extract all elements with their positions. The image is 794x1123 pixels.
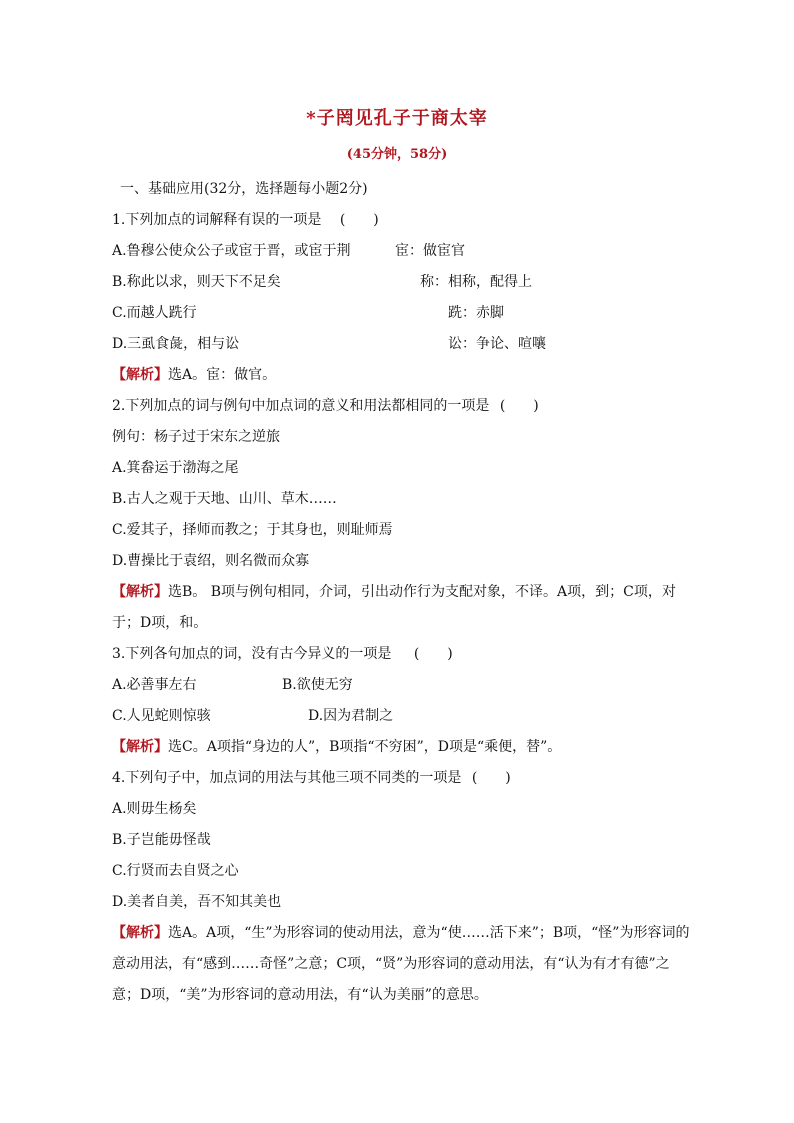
answer-text: 选A。A项，“生”为形容词的使动用法，意为“使……活下来”；B项，“怪”为形容词的意动用法，有“感到……奇怪”之意；C项，“贤”为形容词的意动用法，有“认为有才有德”之意；D项，“美”为形容词的意动用法，有“认为美丽”的意思。 bbox=[112, 925, 690, 1003]
question-4-option-a: A.则毋生杨矣 bbox=[112, 801, 197, 817]
option-text: C.人见蛇则惊骇 bbox=[112, 708, 211, 724]
page-title: *子罔见孔子于商太宰 bbox=[306, 108, 488, 129]
question-1-option-d bbox=[112, 329, 692, 360]
question-stem-text: 4.下列句子中，加点词的用法与其他三项不同类的一项是 bbox=[112, 770, 462, 786]
question-4-option-b: B.子岂能毋怪哉 bbox=[112, 832, 211, 848]
option-text: A.鲁穆公使众公子或宦于晋，或宦于荆 bbox=[112, 243, 351, 259]
option-text: B.欲使无穷 bbox=[282, 677, 353, 693]
question-2-option-a: A.箕畚运于渤海之尾 bbox=[112, 460, 239, 476]
document-body bbox=[112, 174, 692, 1011]
option-text: B.称此以求，则天下不足矣 bbox=[112, 274, 281, 290]
answer-paren: ( ) bbox=[413, 646, 453, 662]
section-heading: 一、基础应用(32分，选择题每小题2分) bbox=[120, 181, 368, 197]
question-stem-text: 3.下列各句加点的词，没有古今异义的一项是 bbox=[112, 646, 392, 662]
option-gloss: 宦：做宦官 bbox=[395, 243, 465, 259]
answer-paren: ( ) bbox=[471, 770, 511, 786]
answer-text: 选A。宦：做官。 bbox=[168, 367, 277, 383]
option-text: D.三虱食彘，相与讼 bbox=[112, 336, 240, 352]
answer-text: 选B。 B项与例句相同，介词，引出动作行为支配对象，不译。A项，到；C项，对于；D项，和。 bbox=[112, 584, 676, 631]
question-4-option-c: C.行贤而去自贤之心 bbox=[112, 863, 239, 879]
page-subtitle: (45分钟，58分) bbox=[346, 147, 448, 162]
answer-paren: ( ) bbox=[339, 212, 379, 228]
option-gloss: 讼：争论、喧嚷 bbox=[448, 336, 546, 352]
question-1-option-c bbox=[112, 298, 692, 329]
question-1-answer bbox=[112, 360, 692, 391]
answer-tag: 【解析】 bbox=[112, 584, 168, 600]
question-2-example: 例句：杨子过于宋东之逆旅 bbox=[112, 429, 280, 445]
question-1-stem bbox=[112, 205, 692, 236]
option-text: D.因为君制之 bbox=[308, 708, 394, 724]
question-3-options-row-2 bbox=[112, 701, 692, 732]
question-4-option-d: D.美者自美，吾不知其美也 bbox=[112, 894, 282, 910]
question-2-option-c: C.爱其子，择师而教之；于其身也，则耻师焉 bbox=[112, 522, 393, 538]
question-stem-text: 1.下列加点的词解释有误的一项是 bbox=[112, 212, 322, 228]
answer-tag: 【解析】 bbox=[112, 739, 168, 755]
question-2-option-b: B.古人之观于天地、山川、草木…… bbox=[112, 491, 337, 507]
question-3-options-row-1 bbox=[112, 670, 692, 701]
answer-tag: 【解析】 bbox=[112, 367, 168, 383]
question-1-option-b bbox=[112, 267, 692, 298]
question-3-stem bbox=[112, 639, 692, 670]
answer-paren: ( ) bbox=[499, 398, 539, 414]
question-3-answer bbox=[112, 732, 692, 763]
question-2-stem bbox=[112, 391, 692, 422]
answer-text: 选C。A项指“身边的人”，B项指“不穷困”，D项是“乘便，替”。 bbox=[168, 739, 562, 755]
option-gloss: 称：相称，配得上 bbox=[420, 274, 532, 290]
question-1-option-a bbox=[112, 236, 692, 267]
question-2-answer bbox=[112, 577, 692, 639]
option-gloss: 跣：赤脚 bbox=[448, 305, 504, 321]
option-text: A.必善事左右 bbox=[112, 677, 197, 693]
question-4-answer bbox=[112, 918, 692, 1011]
question-4-stem bbox=[112, 763, 692, 794]
question-stem-text: 2.下列加点的词与例句中加点词的意义和用法都相同的一项是 bbox=[112, 398, 490, 414]
answer-tag: 【解析】 bbox=[112, 925, 168, 941]
question-2-option-d: D.曹操比于袁绍，则名微而众寡 bbox=[112, 553, 310, 569]
option-text: C.而越人跣行 bbox=[112, 305, 197, 321]
